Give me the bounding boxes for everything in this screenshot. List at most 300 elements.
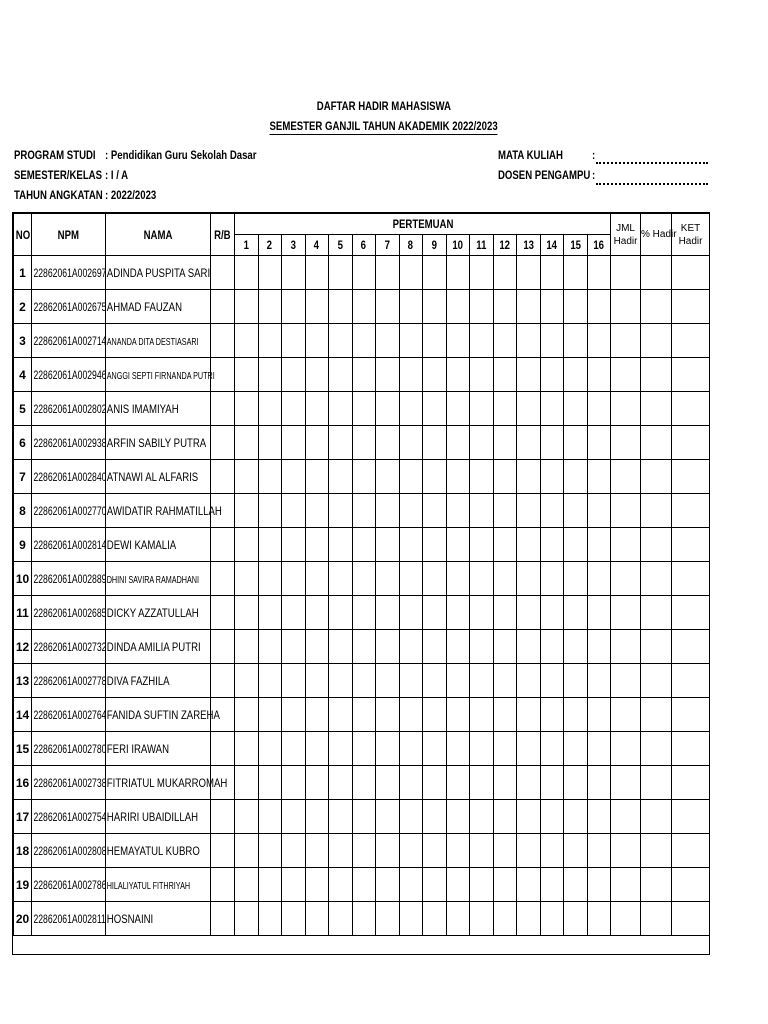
attendance-cell[interactable] [399, 630, 423, 664]
ket-hadir-cell[interactable] [672, 392, 710, 426]
attendance-cell[interactable] [587, 834, 611, 868]
attendance-cell[interactable] [399, 426, 423, 460]
attendance-cell[interactable] [540, 868, 564, 902]
rb-cell[interactable] [211, 256, 235, 290]
attendance-cell[interactable] [329, 698, 353, 732]
attendance-cell[interactable] [329, 562, 353, 596]
attendance-cell[interactable] [517, 494, 541, 528]
persen-hadir-cell[interactable] [641, 528, 672, 562]
jml-hadir-cell[interactable] [611, 324, 641, 358]
attendance-cell[interactable] [564, 324, 588, 358]
attendance-cell[interactable] [352, 290, 376, 324]
jml-hadir-cell[interactable] [611, 256, 641, 290]
jml-hadir-cell[interactable] [611, 902, 641, 936]
attendance-cell[interactable] [282, 800, 306, 834]
attendance-cell[interactable] [282, 732, 306, 766]
attendance-cell[interactable] [587, 358, 611, 392]
attendance-cell[interactable] [258, 664, 282, 698]
attendance-cell[interactable] [446, 664, 470, 698]
attendance-cell[interactable] [376, 664, 400, 698]
attendance-cell[interactable] [470, 834, 494, 868]
ket-hadir-cell[interactable] [672, 834, 710, 868]
attendance-cell[interactable] [329, 392, 353, 426]
attendance-cell[interactable] [446, 494, 470, 528]
attendance-cell[interactable] [329, 596, 353, 630]
attendance-cell[interactable] [446, 698, 470, 732]
attendance-cell[interactable] [399, 834, 423, 868]
attendance-cell[interactable] [540, 902, 564, 936]
attendance-cell[interactable] [493, 528, 517, 562]
attendance-cell[interactable] [376, 596, 400, 630]
attendance-cell[interactable] [399, 698, 423, 732]
jml-hadir-cell[interactable] [611, 800, 641, 834]
attendance-cell[interactable] [470, 630, 494, 664]
attendance-cell[interactable] [540, 800, 564, 834]
attendance-cell[interactable] [517, 596, 541, 630]
attendance-cell[interactable] [423, 800, 447, 834]
jml-hadir-cell[interactable] [611, 698, 641, 732]
attendance-cell[interactable] [282, 596, 306, 630]
attendance-cell[interactable] [352, 358, 376, 392]
attendance-cell[interactable] [446, 596, 470, 630]
persen-hadir-cell[interactable] [641, 256, 672, 290]
persen-hadir-cell[interactable] [641, 698, 672, 732]
attendance-cell[interactable] [376, 358, 400, 392]
attendance-cell[interactable] [399, 256, 423, 290]
attendance-cell[interactable] [352, 834, 376, 868]
attendance-cell[interactable] [423, 766, 447, 800]
attendance-cell[interactable] [470, 562, 494, 596]
ket-hadir-cell[interactable] [672, 630, 710, 664]
rb-cell[interactable] [211, 392, 235, 426]
attendance-cell[interactable] [540, 358, 564, 392]
jml-hadir-cell[interactable] [611, 732, 641, 766]
attendance-cell[interactable] [517, 766, 541, 800]
attendance-cell[interactable] [376, 256, 400, 290]
attendance-cell[interactable] [493, 732, 517, 766]
attendance-cell[interactable] [258, 868, 282, 902]
attendance-cell[interactable] [564, 528, 588, 562]
attendance-cell[interactable] [282, 528, 306, 562]
attendance-cell[interactable] [446, 902, 470, 936]
attendance-cell[interactable] [305, 460, 329, 494]
attendance-cell[interactable] [564, 834, 588, 868]
attendance-cell[interactable] [564, 732, 588, 766]
attendance-cell[interactable] [235, 426, 259, 460]
attendance-cell[interactable] [282, 766, 306, 800]
attendance-cell[interactable] [470, 528, 494, 562]
attendance-cell[interactable] [423, 630, 447, 664]
attendance-cell[interactable] [352, 528, 376, 562]
persen-hadir-cell[interactable] [641, 664, 672, 698]
attendance-cell[interactable] [587, 528, 611, 562]
rb-cell[interactable] [211, 596, 235, 630]
attendance-cell[interactable] [564, 290, 588, 324]
attendance-cell[interactable] [305, 732, 329, 766]
attendance-cell[interactable] [470, 426, 494, 460]
attendance-cell[interactable] [493, 460, 517, 494]
attendance-cell[interactable] [282, 460, 306, 494]
rb-cell[interactable] [211, 800, 235, 834]
attendance-cell[interactable] [376, 732, 400, 766]
rb-cell[interactable] [211, 664, 235, 698]
attendance-cell[interactable] [564, 698, 588, 732]
attendance-cell[interactable] [470, 256, 494, 290]
attendance-cell[interactable] [376, 868, 400, 902]
ket-hadir-cell[interactable] [672, 902, 710, 936]
jml-hadir-cell[interactable] [611, 392, 641, 426]
attendance-cell[interactable] [517, 732, 541, 766]
persen-hadir-cell[interactable] [641, 562, 672, 596]
attendance-cell[interactable] [493, 596, 517, 630]
attendance-cell[interactable] [470, 358, 494, 392]
rb-cell[interactable] [211, 902, 235, 936]
attendance-cell[interactable] [540, 732, 564, 766]
attendance-cell[interactable] [564, 630, 588, 664]
attendance-cell[interactable] [564, 766, 588, 800]
jml-hadir-cell[interactable] [611, 868, 641, 902]
attendance-cell[interactable] [517, 256, 541, 290]
attendance-cell[interactable] [470, 698, 494, 732]
attendance-cell[interactable] [399, 800, 423, 834]
attendance-cell[interactable] [446, 358, 470, 392]
persen-hadir-cell[interactable] [641, 868, 672, 902]
attendance-cell[interactable] [352, 256, 376, 290]
attendance-cell[interactable] [329, 834, 353, 868]
attendance-cell[interactable] [376, 562, 400, 596]
attendance-cell[interactable] [423, 902, 447, 936]
attendance-cell[interactable] [564, 358, 588, 392]
attendance-cell[interactable] [446, 528, 470, 562]
attendance-cell[interactable] [399, 358, 423, 392]
attendance-cell[interactable] [423, 392, 447, 426]
attendance-cell[interactable] [587, 562, 611, 596]
attendance-cell[interactable] [352, 562, 376, 596]
attendance-cell[interactable] [564, 460, 588, 494]
attendance-cell[interactable] [258, 528, 282, 562]
attendance-cell[interactable] [540, 324, 564, 358]
attendance-cell[interactable] [352, 698, 376, 732]
rb-cell[interactable] [211, 528, 235, 562]
jml-hadir-cell[interactable] [611, 562, 641, 596]
attendance-cell[interactable] [235, 358, 259, 392]
jml-hadir-cell[interactable] [611, 494, 641, 528]
attendance-cell[interactable] [329, 868, 353, 902]
attendance-cell[interactable] [258, 902, 282, 936]
attendance-cell[interactable] [399, 494, 423, 528]
attendance-cell[interactable] [493, 664, 517, 698]
attendance-cell[interactable] [446, 630, 470, 664]
attendance-cell[interactable] [517, 528, 541, 562]
attendance-cell[interactable] [352, 766, 376, 800]
attendance-cell[interactable] [470, 868, 494, 902]
ket-hadir-cell[interactable] [672, 800, 710, 834]
attendance-cell[interactable] [423, 324, 447, 358]
attendance-cell[interactable] [258, 834, 282, 868]
attendance-cell[interactable] [282, 834, 306, 868]
jml-hadir-cell[interactable] [611, 630, 641, 664]
attendance-cell[interactable] [305, 290, 329, 324]
persen-hadir-cell[interactable] [641, 426, 672, 460]
jml-hadir-cell[interactable] [611, 664, 641, 698]
attendance-cell[interactable] [540, 596, 564, 630]
attendance-cell[interactable] [376, 494, 400, 528]
attendance-cell[interactable] [446, 460, 470, 494]
attendance-cell[interactable] [282, 426, 306, 460]
attendance-cell[interactable] [540, 834, 564, 868]
ket-hadir-cell[interactable] [672, 494, 710, 528]
attendance-cell[interactable] [423, 528, 447, 562]
attendance-cell[interactable] [258, 256, 282, 290]
attendance-cell[interactable] [446, 426, 470, 460]
attendance-cell[interactable] [587, 766, 611, 800]
attendance-cell[interactable] [235, 256, 259, 290]
rb-cell[interactable] [211, 290, 235, 324]
attendance-cell[interactable] [258, 494, 282, 528]
rb-cell[interactable] [211, 460, 235, 494]
attendance-cell[interactable] [329, 528, 353, 562]
attendance-cell[interactable] [423, 596, 447, 630]
attendance-cell[interactable] [305, 698, 329, 732]
attendance-cell[interactable] [235, 596, 259, 630]
attendance-cell[interactable] [587, 664, 611, 698]
attendance-cell[interactable] [470, 596, 494, 630]
attendance-cell[interactable] [423, 256, 447, 290]
attendance-cell[interactable] [352, 392, 376, 426]
attendance-cell[interactable] [258, 324, 282, 358]
attendance-cell[interactable] [423, 834, 447, 868]
ket-hadir-cell[interactable] [672, 698, 710, 732]
attendance-cell[interactable] [446, 868, 470, 902]
attendance-cell[interactable] [305, 528, 329, 562]
attendance-cell[interactable] [587, 630, 611, 664]
attendance-cell[interactable] [329, 358, 353, 392]
attendance-cell[interactable] [493, 766, 517, 800]
attendance-cell[interactable] [329, 460, 353, 494]
attendance-cell[interactable] [352, 630, 376, 664]
attendance-cell[interactable] [282, 868, 306, 902]
attendance-cell[interactable] [399, 460, 423, 494]
attendance-cell[interactable] [305, 766, 329, 800]
attendance-cell[interactable] [258, 732, 282, 766]
attendance-cell[interactable] [352, 800, 376, 834]
attendance-cell[interactable] [329, 290, 353, 324]
attendance-cell[interactable] [587, 392, 611, 426]
attendance-cell[interactable] [493, 630, 517, 664]
attendance-cell[interactable] [282, 358, 306, 392]
attendance-cell[interactable] [352, 460, 376, 494]
attendance-cell[interactable] [564, 256, 588, 290]
attendance-cell[interactable] [493, 868, 517, 902]
attendance-cell[interactable] [540, 528, 564, 562]
attendance-cell[interactable] [517, 290, 541, 324]
attendance-cell[interactable] [376, 902, 400, 936]
attendance-cell[interactable] [517, 664, 541, 698]
attendance-cell[interactable] [235, 800, 259, 834]
attendance-cell[interactable] [235, 528, 259, 562]
attendance-cell[interactable] [587, 460, 611, 494]
jml-hadir-cell[interactable] [611, 358, 641, 392]
attendance-cell[interactable] [329, 256, 353, 290]
attendance-cell[interactable] [517, 562, 541, 596]
attendance-cell[interactable] [305, 256, 329, 290]
attendance-cell[interactable] [493, 290, 517, 324]
attendance-cell[interactable] [258, 630, 282, 664]
attendance-cell[interactable] [352, 494, 376, 528]
attendance-cell[interactable] [376, 800, 400, 834]
attendance-cell[interactable] [493, 800, 517, 834]
attendance-cell[interactable] [235, 664, 259, 698]
attendance-cell[interactable] [423, 698, 447, 732]
attendance-cell[interactable] [399, 596, 423, 630]
attendance-cell[interactable] [587, 902, 611, 936]
attendance-cell[interactable] [540, 698, 564, 732]
attendance-cell[interactable] [352, 868, 376, 902]
attendance-cell[interactable] [282, 562, 306, 596]
attendance-cell[interactable] [376, 834, 400, 868]
attendance-cell[interactable] [305, 562, 329, 596]
ket-hadir-cell[interactable] [672, 766, 710, 800]
attendance-cell[interactable] [587, 324, 611, 358]
attendance-cell[interactable] [470, 664, 494, 698]
attendance-cell[interactable] [329, 732, 353, 766]
attendance-cell[interactable] [305, 596, 329, 630]
attendance-cell[interactable] [446, 256, 470, 290]
attendance-cell[interactable] [470, 902, 494, 936]
attendance-cell[interactable] [587, 596, 611, 630]
attendance-cell[interactable] [305, 358, 329, 392]
attendance-cell[interactable] [399, 902, 423, 936]
attendance-cell[interactable] [235, 324, 259, 358]
attendance-cell[interactable] [376, 766, 400, 800]
attendance-cell[interactable] [258, 698, 282, 732]
attendance-cell[interactable] [446, 800, 470, 834]
attendance-cell[interactable] [305, 664, 329, 698]
attendance-cell[interactable] [540, 630, 564, 664]
attendance-cell[interactable] [564, 800, 588, 834]
persen-hadir-cell[interactable] [641, 290, 672, 324]
attendance-cell[interactable] [282, 698, 306, 732]
attendance-cell[interactable] [587, 494, 611, 528]
jml-hadir-cell[interactable] [611, 528, 641, 562]
persen-hadir-cell[interactable] [641, 358, 672, 392]
attendance-cell[interactable] [564, 426, 588, 460]
jml-hadir-cell[interactable] [611, 766, 641, 800]
attendance-cell[interactable] [235, 630, 259, 664]
attendance-cell[interactable] [282, 256, 306, 290]
attendance-cell[interactable] [446, 834, 470, 868]
attendance-cell[interactable] [235, 392, 259, 426]
ket-hadir-cell[interactable] [672, 596, 710, 630]
attendance-cell[interactable] [235, 732, 259, 766]
attendance-cell[interactable] [587, 698, 611, 732]
attendance-cell[interactable] [282, 290, 306, 324]
attendance-cell[interactable] [329, 902, 353, 936]
attendance-cell[interactable] [423, 868, 447, 902]
attendance-cell[interactable] [376, 460, 400, 494]
attendance-cell[interactable] [305, 494, 329, 528]
ket-hadir-cell[interactable] [672, 324, 710, 358]
attendance-cell[interactable] [399, 868, 423, 902]
attendance-cell[interactable] [423, 460, 447, 494]
attendance-cell[interactable] [305, 392, 329, 426]
attendance-cell[interactable] [587, 426, 611, 460]
attendance-cell[interactable] [517, 460, 541, 494]
attendance-cell[interactable] [305, 800, 329, 834]
attendance-cell[interactable] [399, 732, 423, 766]
attendance-cell[interactable] [258, 358, 282, 392]
attendance-cell[interactable] [564, 596, 588, 630]
attendance-cell[interactable] [258, 562, 282, 596]
attendance-cell[interactable] [493, 494, 517, 528]
attendance-cell[interactable] [282, 664, 306, 698]
attendance-cell[interactable] [329, 664, 353, 698]
attendance-cell[interactable] [587, 290, 611, 324]
persen-hadir-cell[interactable] [641, 902, 672, 936]
attendance-cell[interactable] [493, 324, 517, 358]
ket-hadir-cell[interactable] [672, 562, 710, 596]
attendance-cell[interactable] [493, 426, 517, 460]
persen-hadir-cell[interactable] [641, 392, 672, 426]
attendance-cell[interactable] [305, 902, 329, 936]
attendance-cell[interactable] [282, 324, 306, 358]
ket-hadir-cell[interactable] [672, 256, 710, 290]
attendance-cell[interactable] [282, 630, 306, 664]
attendance-cell[interactable] [540, 494, 564, 528]
attendance-cell[interactable] [470, 494, 494, 528]
attendance-cell[interactable] [376, 426, 400, 460]
attendance-cell[interactable] [305, 630, 329, 664]
persen-hadir-cell[interactable] [641, 460, 672, 494]
attendance-cell[interactable] [540, 290, 564, 324]
ket-hadir-cell[interactable] [672, 426, 710, 460]
attendance-cell[interactable] [376, 630, 400, 664]
attendance-cell[interactable] [423, 732, 447, 766]
attendance-cell[interactable] [235, 562, 259, 596]
attendance-cell[interactable] [423, 562, 447, 596]
attendance-cell[interactable] [470, 290, 494, 324]
attendance-cell[interactable] [352, 426, 376, 460]
persen-hadir-cell[interactable] [641, 800, 672, 834]
persen-hadir-cell[interactable] [641, 630, 672, 664]
attendance-cell[interactable] [493, 834, 517, 868]
attendance-cell[interactable] [493, 256, 517, 290]
ket-hadir-cell[interactable] [672, 664, 710, 698]
attendance-cell[interactable] [235, 834, 259, 868]
attendance-cell[interactable] [446, 324, 470, 358]
attendance-cell[interactable] [517, 902, 541, 936]
attendance-cell[interactable] [540, 392, 564, 426]
persen-hadir-cell[interactable] [641, 766, 672, 800]
attendance-cell[interactable] [446, 732, 470, 766]
attendance-cell[interactable] [329, 766, 353, 800]
attendance-cell[interactable] [352, 732, 376, 766]
attendance-cell[interactable] [329, 324, 353, 358]
attendance-cell[interactable] [235, 868, 259, 902]
attendance-cell[interactable] [258, 460, 282, 494]
attendance-cell[interactable] [587, 800, 611, 834]
persen-hadir-cell[interactable] [641, 732, 672, 766]
ket-hadir-cell[interactable] [672, 460, 710, 494]
attendance-cell[interactable] [305, 324, 329, 358]
attendance-cell[interactable] [423, 290, 447, 324]
attendance-cell[interactable] [517, 426, 541, 460]
attendance-cell[interactable] [235, 766, 259, 800]
attendance-cell[interactable] [352, 664, 376, 698]
attendance-cell[interactable] [517, 392, 541, 426]
attendance-cell[interactable] [564, 868, 588, 902]
attendance-cell[interactable] [258, 766, 282, 800]
